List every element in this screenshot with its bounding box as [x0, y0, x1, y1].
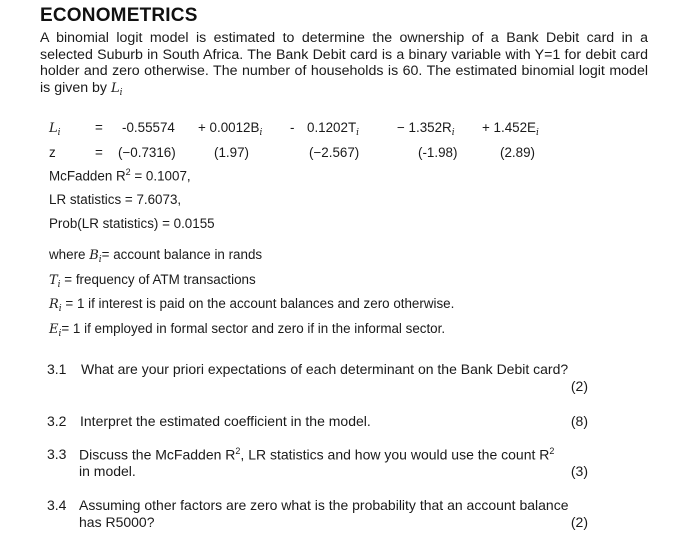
page-title: ECONOMETRICS	[40, 5, 198, 26]
question-text: Discuss the McFadden $R^2$, LR statistics and how you would use the count $R^2$	[79, 446, 555, 463]
equation-term-employed: + $1.452E_i$	[482, 120, 539, 138]
definition-balance: where $B_i=$ account balance in rands	[49, 247, 263, 265]
question-marks: (2)	[570, 378, 588, 394]
question-number: 3.2	[47, 413, 67, 429]
question-text: Assuming other factors are zero what is the probability that an account balance	[79, 497, 569, 513]
question-number: 3.3	[47, 446, 67, 462]
equation-minus: -	[290, 120, 295, 135]
question-text-line2: has R5000?	[79, 514, 155, 530]
question-number: 3.1	[47, 361, 67, 377]
z-intercept: (−0.7316)	[118, 145, 176, 160]
equation-term-interest: − $1.352R_i$	[397, 120, 455, 138]
equation-equals: =	[95, 120, 103, 135]
definition-employed: $E_i= 1$ if employed in formal sector and zero if in the informal sector.	[49, 321, 446, 339]
z-atm: (−2.567)	[309, 145, 360, 160]
question-marks: (8)	[570, 413, 588, 429]
intro-symbol: $L_i$	[110, 80, 123, 98]
intro-paragraph	[40, 30, 648, 101]
z-equals: =	[95, 145, 103, 160]
equation-intercept: -0.55574	[122, 120, 175, 135]
question-text: Interpret the estimated coefficient in the model.	[80, 413, 371, 429]
z-employed: (2.89)	[500, 145, 535, 160]
lr-statistics: LR statistics = 7.6073,	[49, 192, 182, 207]
z-label: z	[49, 145, 56, 160]
question-marks: (3)	[570, 463, 588, 479]
question-marks: (2)	[570, 514, 588, 530]
prob-lr-statistics: Prob(LR statistics) = 0.0155	[49, 216, 215, 231]
question-text: What are your priori expectations of each determinant on the Bank Debit card?	[81, 361, 569, 377]
z-interest: (-1.98)	[418, 145, 458, 160]
z-balance: (1.97)	[214, 145, 249, 160]
definition-atm: $T_i$ = frequency of ATM transactions	[49, 272, 256, 290]
question-text-line2: in model.	[79, 463, 136, 479]
mcfadden-r2: McFadden $R^2 = 0.1007$,	[49, 167, 191, 184]
equation-lhs: $L_i$	[49, 121, 61, 138]
equation-term-balance: + $0.0012B_i$	[198, 120, 263, 138]
definition-interest: $R_i = 1$ if interest is paid on the account balances and zero otherwise.	[49, 296, 455, 314]
question-number: 3.4	[47, 497, 67, 513]
intro-text: A binomial logit model is estimated to determine the ownership of a Bank Debit card in a selected Suburb in South Africa. The Bank Debit card is a binary variable with Y=1 for debit card holder and zero otherwise. The number of households is 60. The estimated binomial logit model is given by	[40, 30, 648, 96]
equation-term-atm: $0.1202T_i$	[307, 120, 360, 138]
